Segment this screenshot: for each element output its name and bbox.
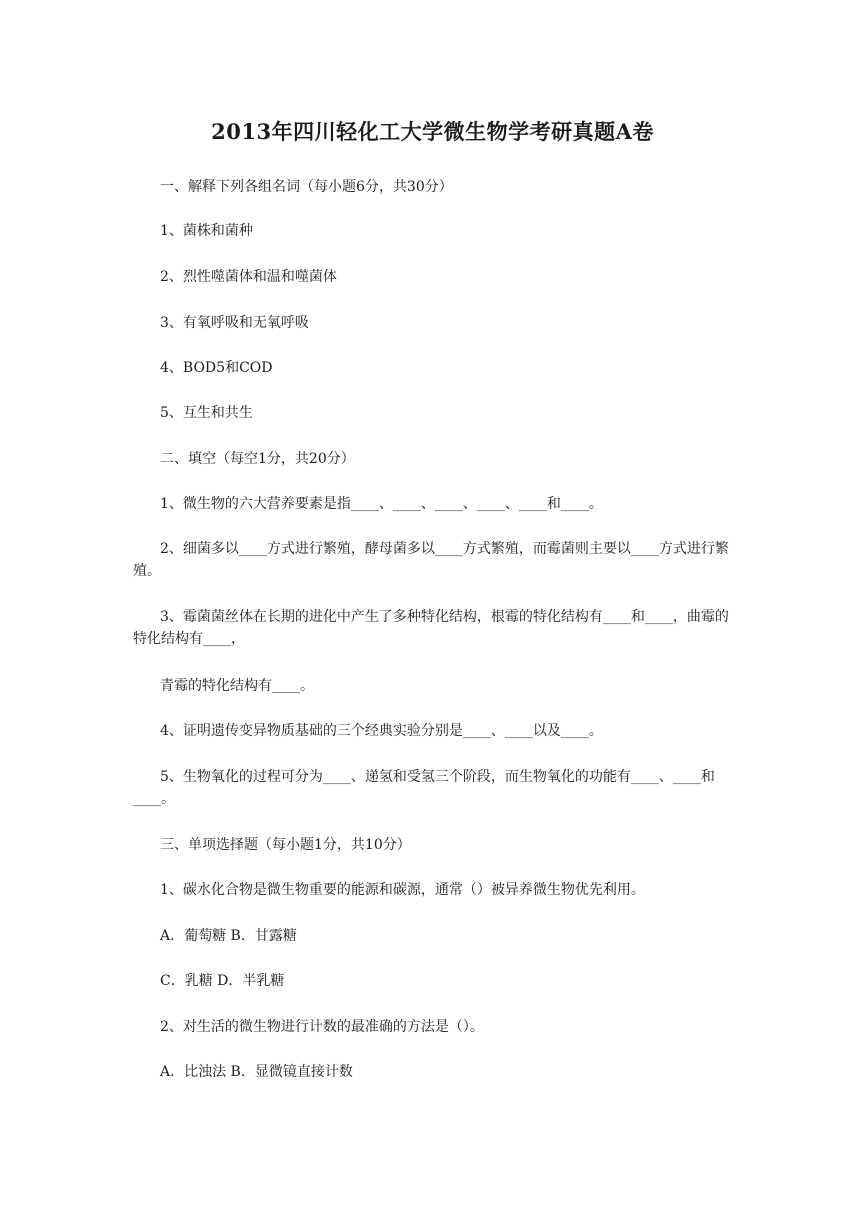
question-text: 青霉的特化结构有____。 xyxy=(160,678,314,694)
page-title: 2013年四川轻化工大学微生物学考研真题A卷 xyxy=(211,119,654,144)
question-text: 1、菌株和菌种 xyxy=(160,223,253,239)
section-heading-2: 二、填空（每空1分，共20分） xyxy=(160,451,355,467)
question-text: 3、霉菌菌丝体在长期的进化中产生了多种特化结构，根霉的特化结构有____和____，曲霉的特化结构有____， xyxy=(133,609,729,647)
answer-options: A．比浊法 B．显微镜直接计数 xyxy=(160,1064,353,1080)
question-text: 5、生物氧化的过程可分为____、递氢和受氢三个阶段，而生物氧化的功能有____、____和____。 xyxy=(133,769,715,807)
question-text: 1、微生物的六大营养要素是指____、____、____、____、____和____。 xyxy=(160,496,603,512)
question-text: 4、证明遗传变异物质基础的三个经典实验分别是____、____以及____。 xyxy=(160,723,603,739)
question-text: 2、对生活的微生物进行计数的最准确的方法是（）。 xyxy=(160,1019,484,1035)
section-heading-1: 一、解释下列各组名词（每小题6分，共30分） xyxy=(160,179,453,195)
question-text: 2、烈性噬菌体和温和噬菌体 xyxy=(160,269,337,285)
answer-options: C．乳糖 D．半乳糖 xyxy=(160,973,285,989)
question-text: 2、细菌多以____方式进行繁殖，酵母菌多以____方式繁殖，而霉菌则主要以____方式进行繁殖。 xyxy=(133,541,729,579)
question-text: 1、碳水化合物是微生物重要的能源和碳源，通常（）被异养微生物优先利用。 xyxy=(160,882,645,898)
question-text: 4、BOD5和COD xyxy=(160,360,273,376)
question-text: 3、有氧呼吸和无氧呼吸 xyxy=(160,315,309,331)
question-text: 5、互生和共生 xyxy=(160,405,253,421)
answer-options: A．葡萄糖 B．甘露糖 xyxy=(160,928,297,944)
section-heading-3: 三、单项选择题（每小题1分，共10分） xyxy=(160,837,411,853)
